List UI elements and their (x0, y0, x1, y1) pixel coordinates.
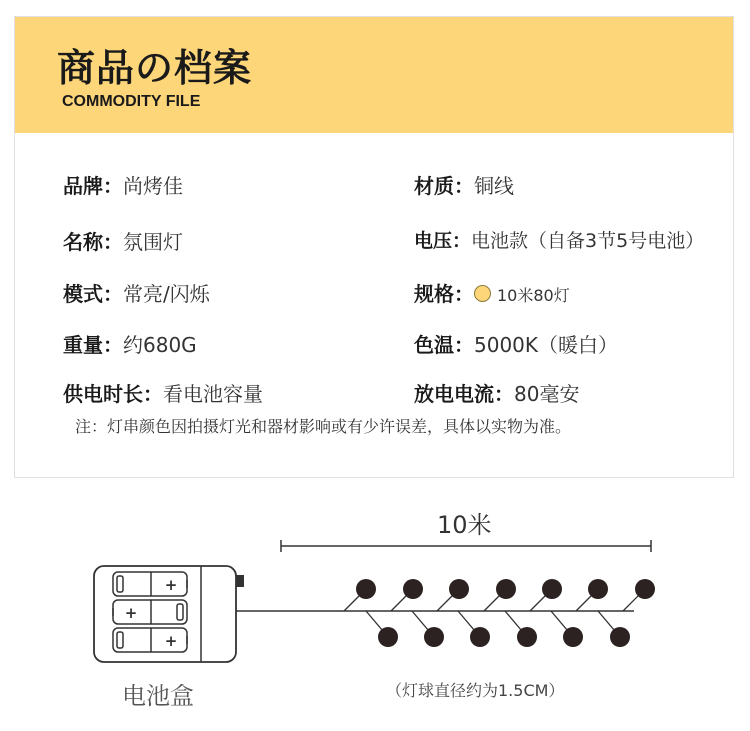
spec-value: 氛围灯 (123, 230, 183, 254)
spec-key: 名称： (63, 230, 123, 254)
spec-value: 约680G (123, 333, 197, 357)
spec-key: 色温： (414, 333, 474, 357)
spec-key: 重量： (63, 333, 123, 357)
disclaimer-note: 注：灯串颜色因拍摄灯光和器材影响或有少许误差，具体以实物为准。 (75, 417, 572, 436)
plus-icon: + (124, 604, 138, 622)
spec-key: 品牌： (63, 174, 123, 198)
battery-box-label: 电池盒 (122, 682, 194, 710)
bulb-icon (470, 627, 490, 647)
bulb-icon (403, 579, 423, 599)
spec-value: 常亮/闪烁 (123, 282, 210, 306)
spec-key: 规格： (414, 282, 474, 306)
bulb-icon (635, 579, 655, 599)
spec-value: 5000K（暖白） (474, 333, 619, 357)
plus-icon: + (164, 632, 178, 650)
bulb-icon (496, 579, 516, 599)
spec-value: 铜线 (474, 174, 514, 198)
bulb-icon (610, 627, 630, 647)
page-title: 商品の档案 (57, 46, 253, 90)
spec-value: 尚烤佳 (123, 174, 183, 198)
spec-value: 看电池容量 (163, 382, 263, 406)
spec-key: 材质： (414, 174, 474, 198)
bulb-icon (517, 627, 537, 647)
bulb-icon (542, 579, 562, 599)
spec-key: 放电电流： (414, 382, 514, 406)
page-subtitle: COMMODITY FILE (62, 93, 201, 110)
dimension-line (281, 540, 651, 552)
bulb-icon (356, 579, 376, 599)
spec-value: 80毫安 (514, 382, 580, 406)
spec-value: 电池款（自备3节5号电池） (471, 230, 705, 252)
battery-box-icon (94, 566, 244, 662)
bottom-bulbs (366, 611, 630, 647)
bulb-icon (424, 627, 444, 647)
top-bulbs (344, 579, 655, 611)
bulb-icon (588, 579, 608, 599)
plus-icon: + (164, 576, 178, 594)
spec-key: 模式： (63, 282, 123, 306)
spec-key: 供电时长： (63, 382, 163, 406)
bulb-icon (563, 627, 583, 647)
bulb-icon (449, 579, 469, 599)
bulb-diameter-note: （灯球直径约为1.5CM） (386, 681, 565, 700)
spec-key: 电压： (414, 230, 472, 252)
bulb-icon (378, 627, 398, 647)
length-label: 10米 (437, 511, 492, 539)
spec-value: 10米80灯 (497, 286, 570, 305)
